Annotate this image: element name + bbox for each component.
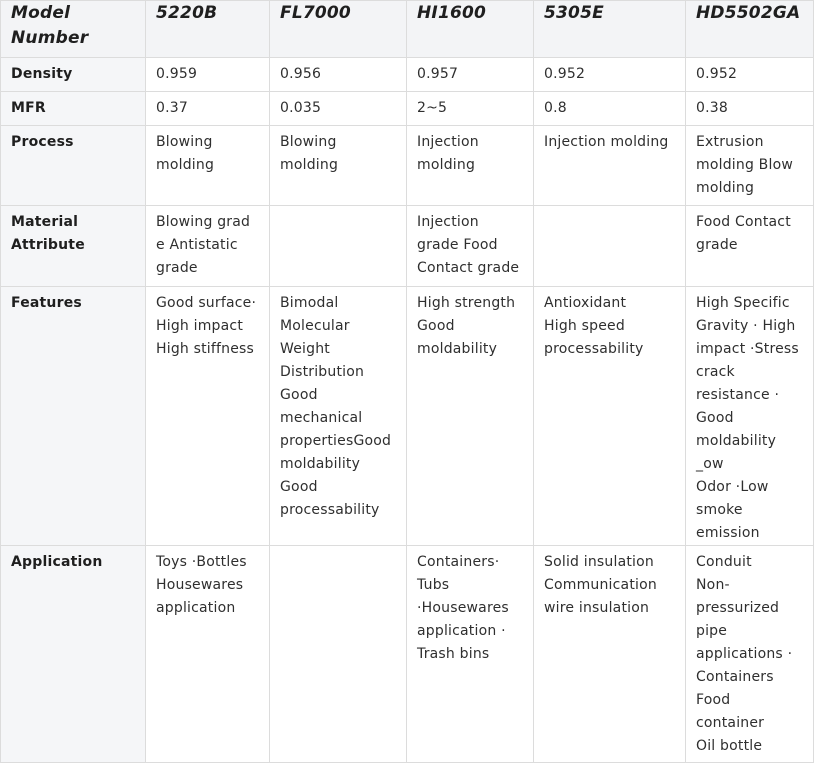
cell-text-line: impact ·Stress <box>696 341 799 357</box>
table-cell <box>270 92 407 126</box>
row-process <box>1 126 814 206</box>
cell-text-line: molding <box>280 157 339 173</box>
cell-text-line: resistance · <box>696 387 780 403</box>
cell-text-line: Good <box>417 318 455 334</box>
cell-text-line: container <box>696 715 765 731</box>
table-cell <box>146 92 270 126</box>
model-header-hd5502ga: HD5502GA <box>686 1 814 58</box>
cell-text-line: Contact grade <box>417 260 520 276</box>
table-cell <box>146 287 270 546</box>
cell-text-line: grade Food <box>417 237 498 253</box>
cell-text-line: Injection molding <box>544 134 669 150</box>
cell-text-line: 0.957 <box>417 66 459 82</box>
cell-text-line: molding <box>156 157 215 173</box>
table-cell <box>146 126 270 206</box>
cell-text-line: Blowing <box>156 134 213 150</box>
cell-text-line: grade <box>696 237 738 253</box>
table-cell <box>686 58 814 92</box>
cell-text-line: wire insulation <box>544 600 650 616</box>
model-header-fl7000: FL7000 <box>270 1 407 58</box>
cell-text-line: 2~5 <box>417 100 448 116</box>
table-cell <box>407 206 534 287</box>
cell-text-line: Good surface· <box>156 295 257 311</box>
cell-text-line: High impact <box>156 318 244 334</box>
cell-text-line: Injection <box>417 134 479 150</box>
table-cell <box>270 58 407 92</box>
cell-text-line: propertiesGood <box>280 433 392 449</box>
cell-text-line: moldability _ow <box>696 433 777 472</box>
cell-text-line: Antioxidant <box>544 295 627 311</box>
cell-text-line: Tubs <box>417 577 450 593</box>
cell-text-line: 0.959 <box>156 66 198 82</box>
row-label-line: Material <box>11 214 79 230</box>
cell-text-line: 0.952 <box>544 66 586 82</box>
table-cell <box>407 58 534 92</box>
row-label-line: Attribute <box>11 237 85 253</box>
cell-text-line: 0.8 <box>544 100 567 116</box>
table-cell <box>407 92 534 126</box>
cell-text-line: Good <box>696 410 734 426</box>
row-mfr <box>1 92 814 126</box>
cell-text-line: pressurized <box>696 600 780 616</box>
cell-text-line: crack <box>696 364 735 380</box>
cell-text-line: molding <box>417 157 476 173</box>
model-header-5220b: 5220B <box>146 1 270 58</box>
corner-header-line: Number <box>11 28 89 48</box>
cell-text-line: Food Contact <box>696 214 791 230</box>
cell-text-line: emission <box>696 525 760 541</box>
row-density <box>1 58 814 92</box>
row-label-density: Density <box>1 58 146 92</box>
row-features <box>1 287 814 546</box>
cell-text-line: moldability Good <box>280 456 361 495</box>
cell-text-line: Weight <box>280 341 330 357</box>
cell-text-line: Oil bottle <box>696 738 763 754</box>
table-cell <box>686 206 814 287</box>
cell-text-line: Solid insulation <box>544 554 654 570</box>
table-cell <box>534 287 686 546</box>
cell-text-line: Housewares <box>156 577 244 593</box>
model-header-5305e: 5305E <box>534 1 686 58</box>
table-cell <box>270 126 407 206</box>
cell-text-line: Odor ·Low <box>696 479 769 495</box>
cell-text-line: ·Housewares <box>417 600 509 616</box>
cell-text-line: Bimodal <box>280 295 339 311</box>
cell-text-line: Blowing <box>280 134 337 150</box>
row-label-material-attribute <box>1 206 146 287</box>
cell-text-line: High Specific <box>696 295 790 311</box>
table-cell <box>407 546 534 763</box>
cell-text-line: applications · <box>696 646 793 662</box>
table-cell <box>534 546 686 763</box>
header-row <box>1 1 814 58</box>
table-cell <box>686 546 814 763</box>
cell-text-line: mechanical <box>280 410 363 426</box>
table-cell <box>270 287 407 546</box>
cell-text-line: molding <box>696 180 755 196</box>
table-cell <box>534 58 686 92</box>
row-application <box>1 546 814 763</box>
model-header-hi1600: HI1600 <box>407 1 534 58</box>
cell-text-line: 0.38 <box>696 100 728 116</box>
table-cell <box>534 92 686 126</box>
table-cell <box>686 287 814 546</box>
cell-text-line: 0.035 <box>280 100 322 116</box>
row-label-features: Features <box>1 287 146 546</box>
cell-text-line: pipe <box>696 623 728 639</box>
table-cell <box>686 126 814 206</box>
cell-text-line: Distribution <box>280 364 365 380</box>
cell-text-line: Containers· <box>417 554 500 570</box>
cell-text-line: Gravity · High <box>696 318 796 334</box>
cell-text-line: Good <box>280 387 318 403</box>
cell-text-line: application · <box>417 623 506 639</box>
cell-text-line: Communication <box>544 577 657 593</box>
table-cell <box>270 546 407 763</box>
cell-text-line: 0.37 <box>156 100 188 116</box>
cell-text-line: Trash bins <box>417 646 490 662</box>
corner-header-line: Model <box>11 3 71 23</box>
cell-text-line: moldability <box>417 341 498 357</box>
row-material-attribute <box>1 206 814 287</box>
cell-text-line: processability <box>280 502 380 518</box>
cell-text-line: 0.952 <box>696 66 738 82</box>
cell-text-line: High stiffness <box>156 341 255 357</box>
table-cell <box>146 206 270 287</box>
cell-text-line: Non- <box>696 577 730 593</box>
cell-text-line: Extrusion <box>696 134 764 150</box>
table-cell <box>534 126 686 206</box>
row-label-mfr: MFR <box>1 92 146 126</box>
cell-text-line: Conduit <box>696 554 752 570</box>
cell-text-line: 0.956 <box>280 66 322 82</box>
cell-text-line: Food <box>696 692 731 708</box>
row-label-process: Process <box>1 126 146 206</box>
table-cell <box>534 206 686 287</box>
cell-text-line: grade <box>156 260 198 276</box>
cell-text-line: e Antistatic <box>156 237 238 253</box>
cell-text-line: smoke <box>696 502 743 518</box>
cell-text-line: Containers <box>696 669 774 685</box>
table-cell <box>270 206 407 287</box>
table-cell <box>146 546 270 763</box>
cell-text-line: molding Blow <box>696 157 793 173</box>
cell-text-line: High strength <box>417 295 516 311</box>
table-cell <box>686 92 814 126</box>
row-label-application: Application <box>1 546 146 763</box>
cell-text-line: Toys ·Bottles <box>156 554 247 570</box>
table-cell <box>146 58 270 92</box>
corner-header-cell <box>1 1 146 58</box>
cell-text-line: processability <box>544 341 644 357</box>
table-cell <box>407 287 534 546</box>
cell-text-line: Molecular <box>280 318 350 334</box>
table-cell <box>407 126 534 206</box>
cell-text-line: High speed <box>544 318 625 334</box>
cell-text-line: Blowing grad <box>156 214 251 230</box>
cell-text-line: Injection <box>417 214 479 230</box>
cell-text-line: application <box>156 600 236 616</box>
